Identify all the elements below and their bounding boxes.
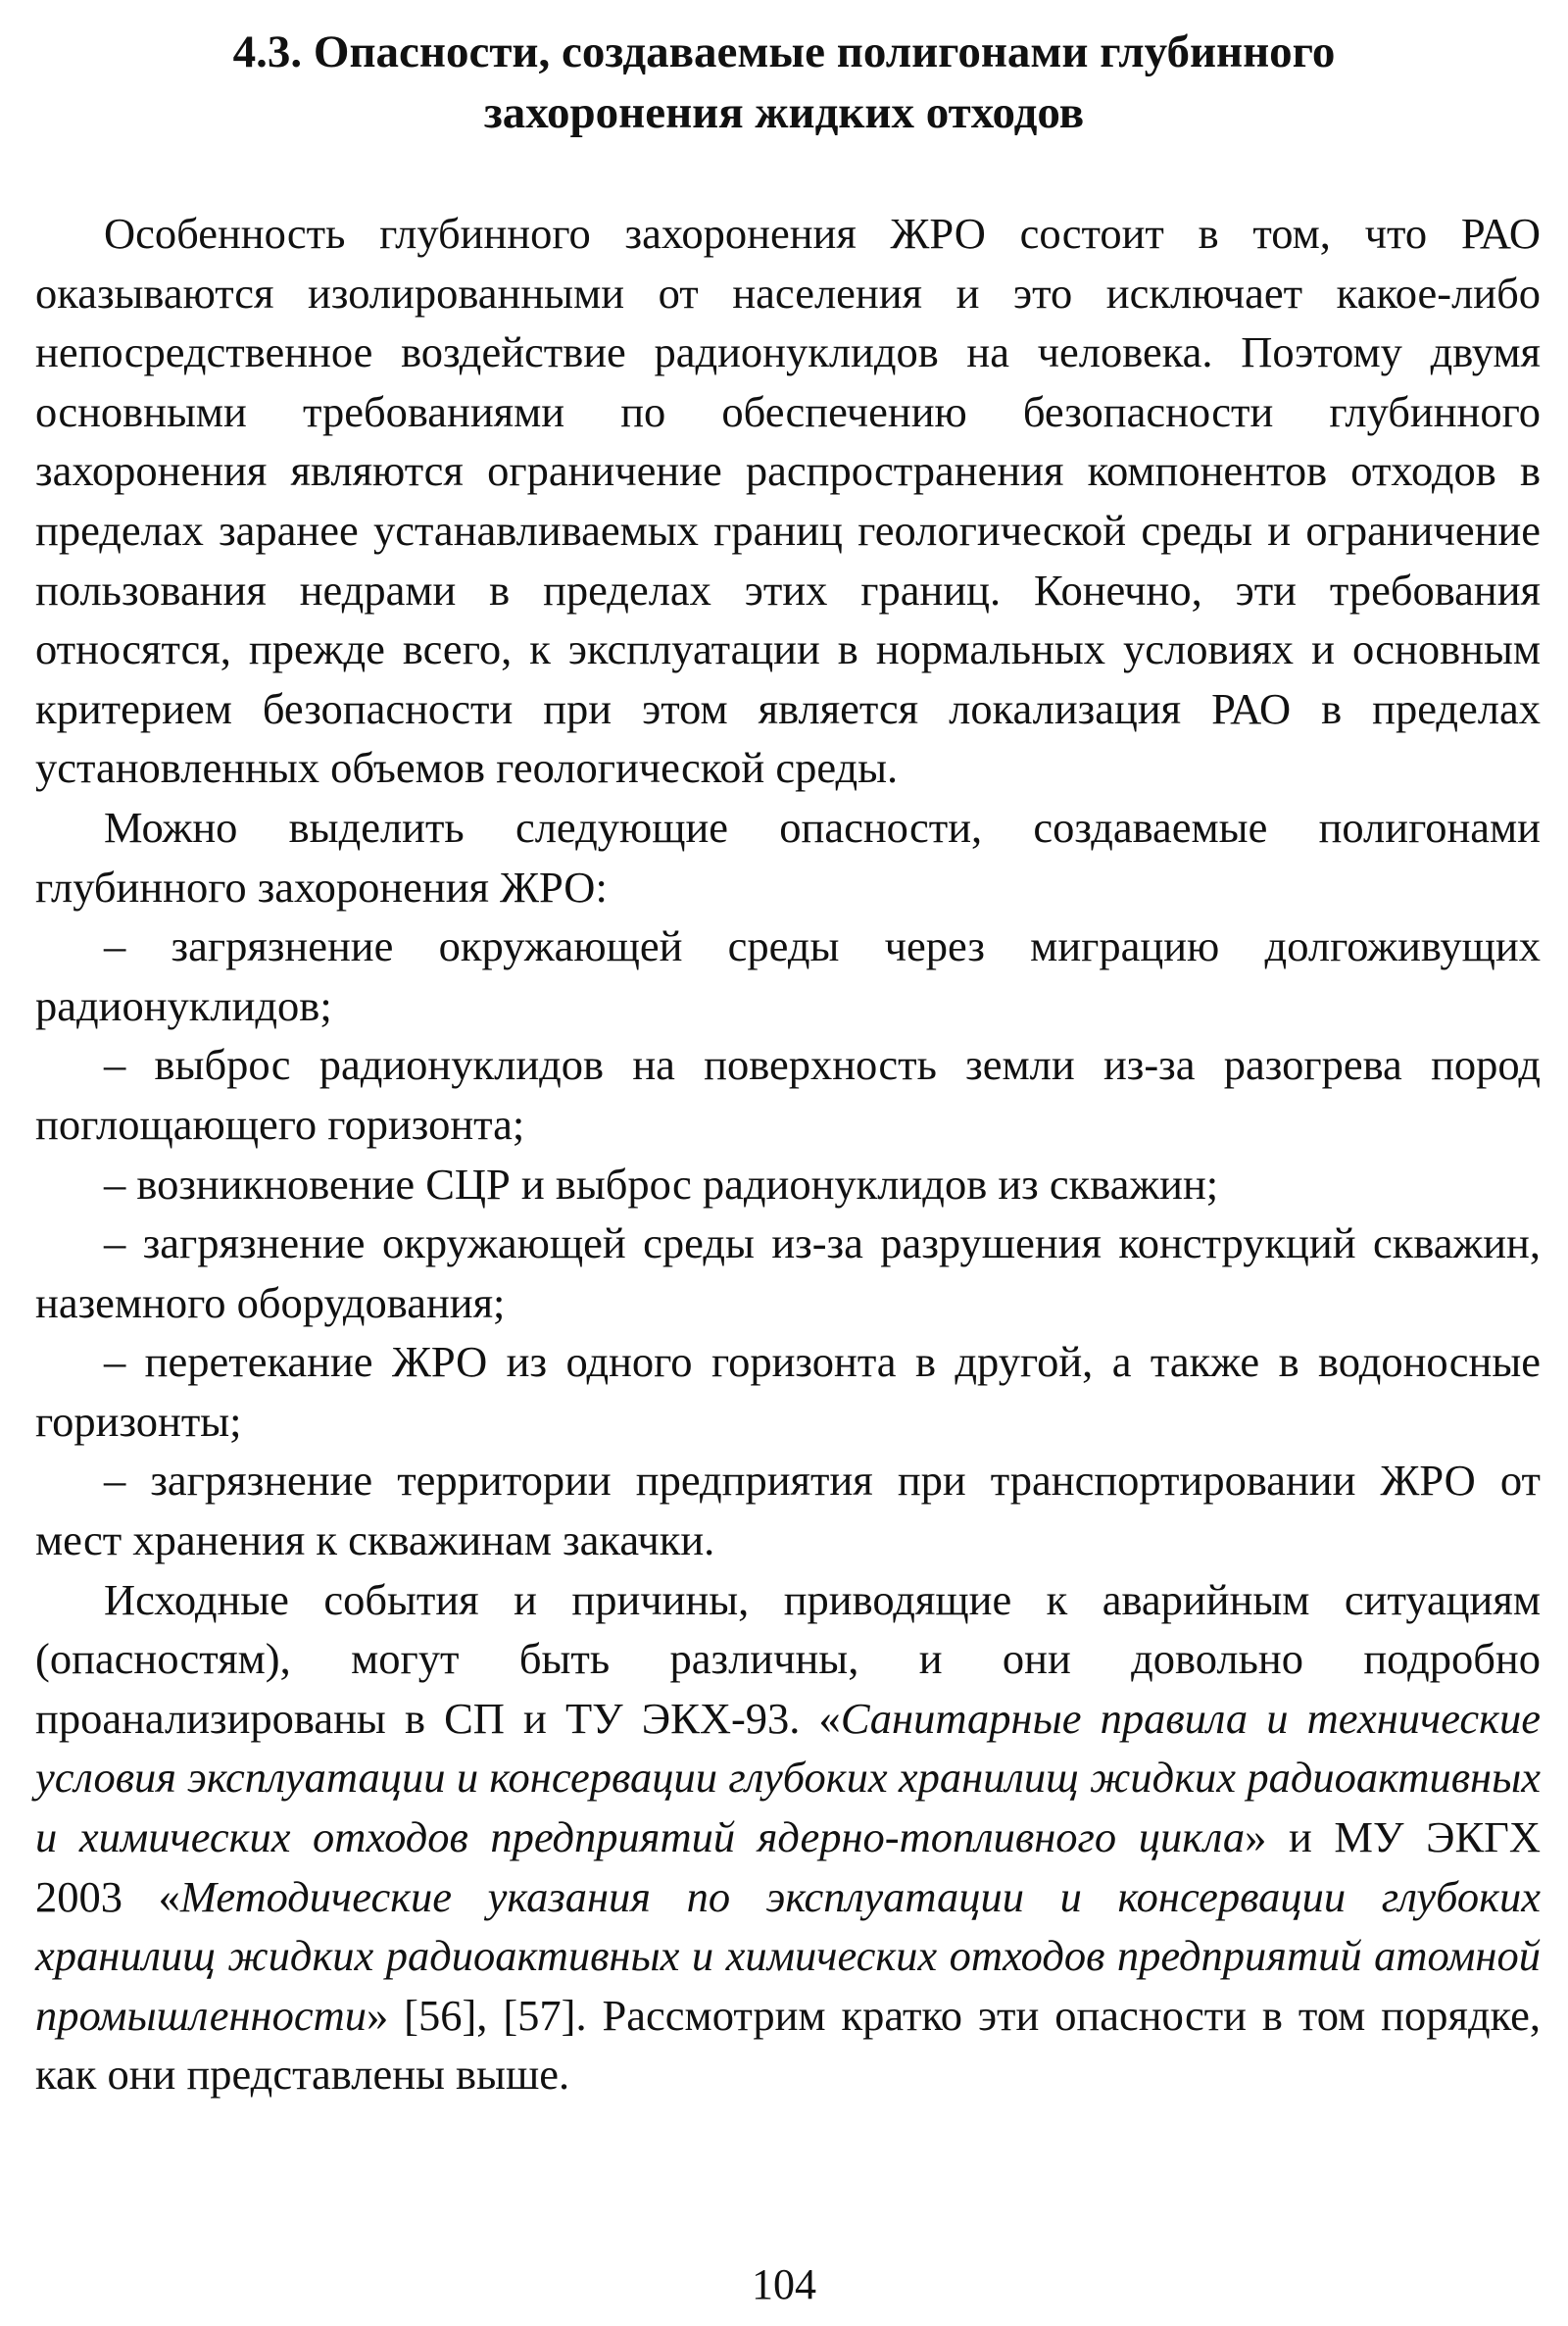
- section-heading-line-2: захоронения жидких отходов: [483, 87, 1085, 138]
- closing-text-part-1: Исходные события и причины, приводящие к аварийным ситуациям (опасностям), могут быть различны, и они довольно подробно проанализированы в СП и ТУ ЭКХ-93. «: [35, 1574, 1541, 1743]
- hazards-intro-paragraph: Можно выделить следующие опасности, создаваемые полигонами глубинного захоронения ЖРО:: [35, 802, 1541, 912]
- intro-paragraph: Особенность глубинного захоронения ЖРО состоит в том, что РАО оказываются изолированными от населения и это исключает какое-либо непосредственное воздействие радионуклидов на человека. Поэтому двумя основными требованиями по обеспечению безопасности глубинного захоронения являются ограничение распространения компонентов отходов в пределах заранее устанавливаемых границ геологической среды и ограничение пользования недрами в пределах этих границ. Конечно, эти требования относятся, прежде всего, к эксплуатации в нормальных условиях и основным критерием безопасности при этом является локализация РАО в пределах установленных объемов геологической среды.: [35, 209, 1541, 793]
- hazard-item: – перетекание ЖРО из одного горизонта в другой, а также в водоносные горизонты;: [35, 1337, 1541, 1446]
- closing-text-part-3: » [56], [57]. Рассмотрим кратко эти опасности в том порядке, как они представлены выше.: [35, 1990, 1541, 2100]
- body-text: [35, 204, 1541, 2104]
- hazard-item: – выброс радионуклидов на поверхность земли из-за разогрева пород поглощающего горизонта;: [35, 1040, 1541, 1149]
- sanitary-rules-title: Санитарные правила и технические условия эксплуатации и консервации глубоких хранилищ жидких радиоактивных и химических отходов предприятий ядерно-топливного цикла: [35, 1693, 1542, 1862]
- closing-text-part-2: » и МУ ЭКГХ 2003 «: [35, 1812, 1541, 1921]
- hazard-item: – загрязнение территории предприятия при транспортировании ЖРО от мест хранения к скважинам закачки.: [35, 1456, 1541, 1565]
- page-number: 104: [752, 2260, 816, 2308]
- hazard-item: – загрязнение окружающей среды из-за разрушения конструкций скважин, наземного оборудования;: [35, 1218, 1541, 1327]
- section-heading-line-1: 4.3. Опасности, создаваемые полигонами глубинного: [232, 26, 1336, 77]
- hazard-item: – загрязнение окружающей среды через миграцию долгоживущих радионуклидов;: [35, 921, 1541, 1030]
- section-heading: [118, 22, 1450, 143]
- hazard-item: – возникновение СЦР и выброс радионуклидов из скважин;: [104, 1159, 1219, 1209]
- closing-paragraph: [35, 1570, 1541, 2104]
- methodical-guidelines-title: Методические указания по эксплуатации и консервации глубоких хранилищ жидких радиоактивных и химических отходов предприятий атомной промышленности: [35, 1871, 1541, 2040]
